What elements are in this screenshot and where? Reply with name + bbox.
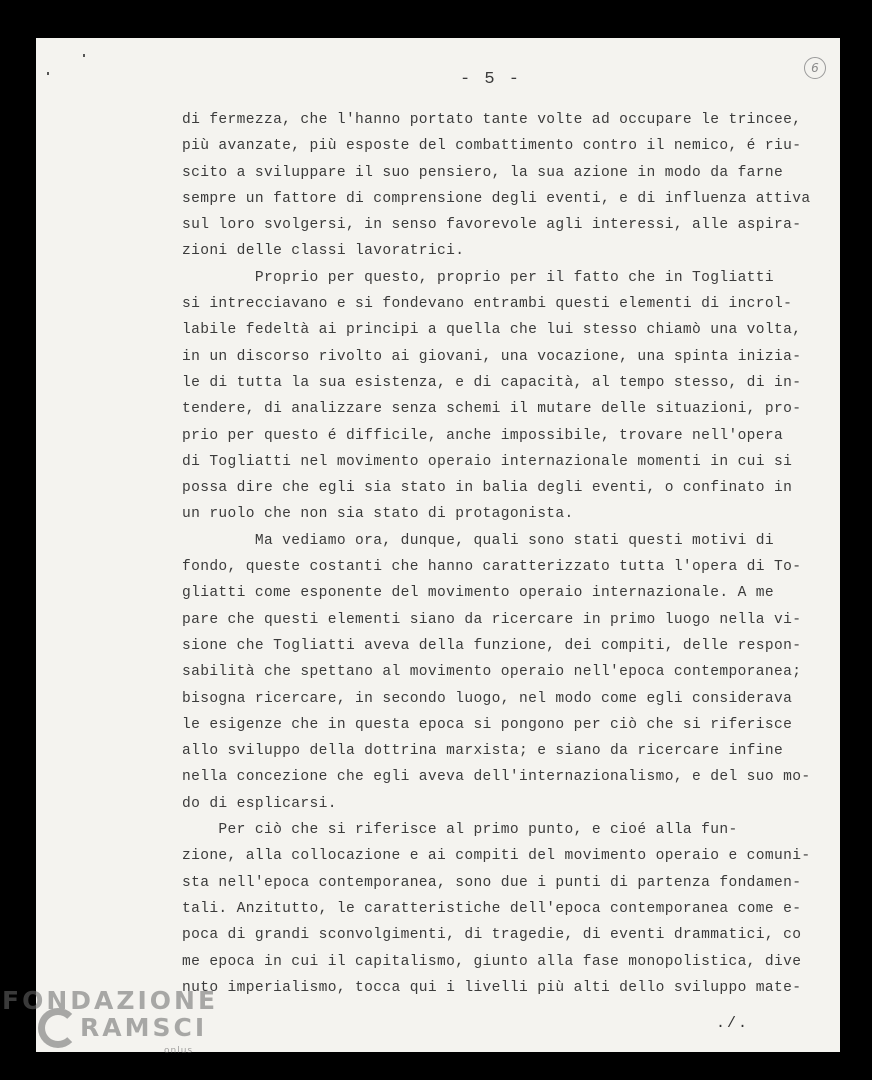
text-line: di Togliatti nel movimento operaio internazionale momenti in cui si — [182, 453, 793, 470]
text-line: nella concezione che egli aveva dell'internazionalismo, e del suo mo- — [182, 769, 811, 786]
text-line: Per ciò che si riferisce al primo punto, e cioé alla fun- — [182, 822, 738, 839]
text-line: si intrecciavano e si fondevano entrambi questi elementi di incrol- — [182, 296, 793, 313]
watermark-g-logo-icon — [38, 1008, 78, 1048]
text-line: scito a sviluppare il suo pensiero, la sua azione in modo da farne — [182, 164, 784, 181]
watermark-line1: FONDAZIONE — [2, 986, 219, 1015]
text-line: di fermezza, che l'hanno portato tante volte ad occupare le trincee, — [182, 112, 802, 128]
text-line: sta nell'epoca contemporanea, sono due i punti di partenza fondamen- — [182, 874, 802, 891]
ink-speck — [83, 54, 85, 57]
text-line: Proprio per questo, proprio per il fatto che in Togliatti — [182, 269, 774, 286]
text-line: un ruolo che non sia stato di protagonista. — [182, 506, 574, 523]
text-line: Ma vediamo ora, dunque, quali sono stati questi motivi di — [182, 532, 774, 549]
text-line: me epoca in cui il capitalismo, giunto alla fase monopolistica, dive — [182, 953, 802, 970]
text-line: le di tutta la sua esistenza, e di capacità, al tempo stesso, di in- — [182, 374, 802, 391]
ink-speck — [47, 72, 49, 75]
page-number: - 5 - — [460, 70, 522, 89]
body-text — [182, 107, 832, 1001]
text-line: poca di grandi sconvolgimenti, di tragedie, di eventi drammatici, co — [182, 927, 802, 944]
text-line: le esigenze che in questa epoca si pongono per ciò che si riferisce — [182, 716, 793, 733]
text-line: do di esplicarsi. — [182, 795, 337, 812]
text-line: zione, alla collocazione e ai compiti del movimento operaio e comuni- — [182, 848, 811, 865]
text-line: nuto imperialismo, tocca qui i livelli più alti dello sviluppo mate- — [182, 979, 802, 996]
text-line: tali. Anzitutto, le caratteristiche dell'epoca contemporanea come e- — [182, 900, 802, 917]
text-line: bisogna ricercare, in secondo luogo, nel modo come egli considerava — [182, 690, 793, 707]
text-line: sione che Togliatti aveva della funzione, dei compiti, delle respon- — [182, 637, 802, 654]
text-line: tendere, di analizzare senza schemi il mutare delle situazioni, pro- — [182, 401, 802, 418]
text-line: sabilità che spettano al movimento operaio nell'epoca contemporanea; — [182, 664, 802, 681]
text-line: zioni delle classi lavoratrici. — [182, 243, 465, 260]
text-line: prio per questo é difficile, anche impossibile, trovare nell'opera — [182, 427, 784, 444]
text-line: gliatti come esponente del movimento operaio internazionale. A me — [182, 585, 774, 602]
text-line: fondo, queste costanti che hanno caratterizzato tutta l'opera di To- — [182, 559, 802, 576]
continuation-mark: ./. — [716, 1015, 750, 1032]
text-line: in un discorso rivolto ai giovani, una vocazione, una spinta inizia- — [182, 348, 802, 365]
text-line: più avanzate, più esposte del combattimento contro il nemico, é riu- — [182, 138, 802, 155]
text-line: sul loro svolgersi, in senso favorevole agli interessi, alle aspira- — [182, 217, 802, 234]
watermark-onlus: onlus — [164, 1046, 194, 1056]
text-line: pare che questi elementi siano da ricercare in primo luogo nella vi- — [182, 611, 802, 628]
text-line: sempre un fattore di comprensione degli eventi, e di influenza attiva — [182, 190, 811, 207]
text-line: labile fedeltà ai principi a quella che lui stesso chiamò una volta, — [182, 322, 802, 339]
text-line: allo sviluppo della dottrina marxista; e siano da ricercare infine — [182, 743, 784, 760]
archive-number-stamp: 6 — [804, 57, 826, 79]
text-line: possa dire che egli sia stato in balia degli eventi, o confinato in — [182, 480, 793, 497]
watermark-line2: RAMSCI — [80, 1013, 208, 1042]
